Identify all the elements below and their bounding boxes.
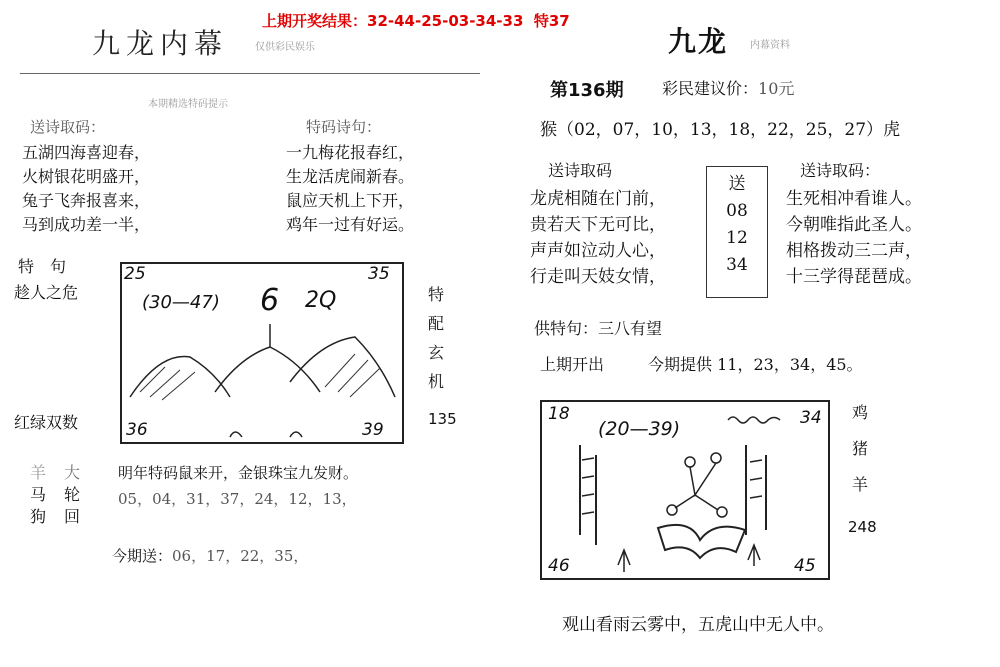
poem-line: 龙虎相随在门前， [530, 189, 666, 209]
left-chart-mountains-drawing [120, 262, 404, 444]
poem-line: 马到成功差一半， [22, 215, 151, 234]
right-provide-label: 今期提供 [648, 355, 713, 374]
right-price-label: 彩民建议价： [662, 79, 759, 98]
right-zodiac-line [540, 115, 900, 140]
right-chart-bottom-right: 45 [794, 556, 816, 576]
side-char: 羊 [30, 463, 47, 482]
side-char: 大 [64, 463, 81, 482]
right-chart-top-left: 18 [548, 404, 570, 424]
left-subtitle: 仅供彩民娱乐 [255, 42, 315, 53]
right-poem-right [786, 186, 922, 290]
left-send-poem-header: 送诗取码： [30, 118, 106, 136]
result-banner-numbers: 32-44-25-03-34-33 [367, 12, 524, 30]
vertical-char: 配 [428, 314, 445, 333]
left-chart-scribble: 2Q [305, 288, 337, 313]
poem-line: 行走叫天妓女情， [530, 267, 666, 287]
right-footer: 观山看雨云雾中，五虎山中无人中。 [562, 615, 834, 635]
result-banner-special: 特37 [533, 12, 570, 30]
right-supply-line [534, 316, 662, 339]
poem-line: 相格拨动三二声， [786, 241, 922, 261]
left-chart-digit: 6 [260, 283, 280, 318]
side-char: 狗 [30, 507, 47, 526]
send-box-number: 34 [726, 255, 748, 275]
left-divider [20, 73, 480, 74]
send-box-label: 送 [728, 174, 746, 194]
right-chart-drawing [540, 400, 830, 580]
side-char: 鸡 [852, 403, 869, 422]
right-poem-left [530, 186, 666, 290]
result-banner-label: 上期开奖结果： [262, 12, 368, 30]
left-side-chars-2 [64, 462, 80, 528]
poem-line: 鸡年一过有好运。 [286, 215, 415, 234]
side-char: 猪 [852, 439, 869, 458]
right-provide-line [648, 352, 863, 375]
poem-line: 贵若天下无可比， [530, 215, 666, 235]
send-box-number: 12 [726, 228, 748, 248]
right-issue: 第136期 [550, 80, 624, 101]
left-special-phrase-label: 特 句 [18, 257, 67, 276]
right-send-poem-header-left: 送诗取码 [548, 161, 613, 180]
left-send-numbers: 06，17，22，35， [172, 547, 309, 565]
left-send-line [112, 545, 308, 566]
poem-line: 声声如泣动人心， [530, 241, 666, 261]
side-char: 马 [30, 485, 47, 504]
vertical-char: 玄 [428, 343, 445, 362]
left-vertical-label [428, 280, 444, 396]
right-side-number: 248 [848, 518, 877, 536]
right-chart-bottom-left: 46 [548, 556, 570, 576]
left-chart-top-left: 25 [124, 264, 146, 284]
right-zodiac-start: 猴 [540, 120, 557, 140]
left-send-label: 今期送： [112, 547, 173, 565]
left-tagline: 本期精选特码提示 [148, 99, 228, 110]
poem-line: 一九梅花报春红， [286, 143, 415, 162]
side-char: 羊 [852, 475, 869, 494]
poem-line: 兔子飞奔报喜来， [22, 191, 151, 210]
right-chart-range: (20—39) [598, 418, 681, 440]
send-box-number: 08 [726, 201, 748, 221]
left-numbers-line: 05，04，31，37，24，12，13， [118, 490, 357, 508]
right-zodiac-end: 虎 [883, 120, 901, 140]
vertical-char: 特 [428, 285, 445, 304]
poem-line: 今朝唯指此圣人。 [786, 215, 922, 235]
right-send-poem-header-right: 送诗取码： [800, 161, 881, 180]
right-chart-top-right: 34 [800, 408, 822, 428]
poem-line: 鼠应天机上下开， [286, 191, 415, 210]
side-char: 回 [64, 507, 81, 526]
right-price [662, 76, 794, 99]
left-poem-left [22, 142, 150, 238]
left-next-year-line: 明年特码鼠来开，金银珠宝九发财。 [118, 464, 359, 482]
right-title: 九龙 [668, 25, 729, 58]
right-title-small: 内幕资料 [750, 40, 790, 51]
left-poem-right [286, 142, 414, 238]
left-side-chars [30, 462, 46, 528]
poem-line: 十三学得琵琶成。 [786, 267, 922, 287]
right-supply-phrase: 三八有望 [598, 319, 663, 338]
poem-line: 五湖四海喜迎春， [22, 143, 151, 162]
left-title: 九龙内幕 [92, 27, 229, 60]
right-last-issue-label: 上期开出 [540, 355, 605, 374]
right-send-box [706, 166, 768, 298]
left-chart-range: (30—47) [142, 292, 220, 313]
poem-line: 火树银花明盛开， [22, 167, 151, 186]
right-price-value: 10元 [758, 79, 795, 98]
left-vertical-number: 135 [428, 410, 457, 428]
result-banner [262, 10, 570, 31]
left-special-poem-header: 特码诗句： [306, 118, 382, 136]
right-supply-label: 供特句： [534, 319, 599, 338]
poem-line: 生死相冲看谁人。 [786, 189, 922, 209]
left-red-green-label: 红绿双数 [14, 413, 79, 432]
right-provide-numbers: 11，23，34，45。 [717, 355, 863, 374]
left-chart-top-right: 35 [368, 264, 390, 284]
vertical-char: 机 [428, 372, 445, 391]
left-special-phrase: 趁人之危 [14, 283, 79, 302]
right-side-chars [852, 395, 868, 503]
side-char: 轮 [64, 485, 81, 504]
poem-line: 生龙活虎闹新春。 [286, 167, 415, 186]
left-chart-bottom-left: 36 [126, 420, 148, 440]
right-zodiac-numbers: （02，07，10，13，18，22，25，27） [557, 120, 884, 140]
left-chart-bottom-right: 39 [362, 420, 384, 440]
